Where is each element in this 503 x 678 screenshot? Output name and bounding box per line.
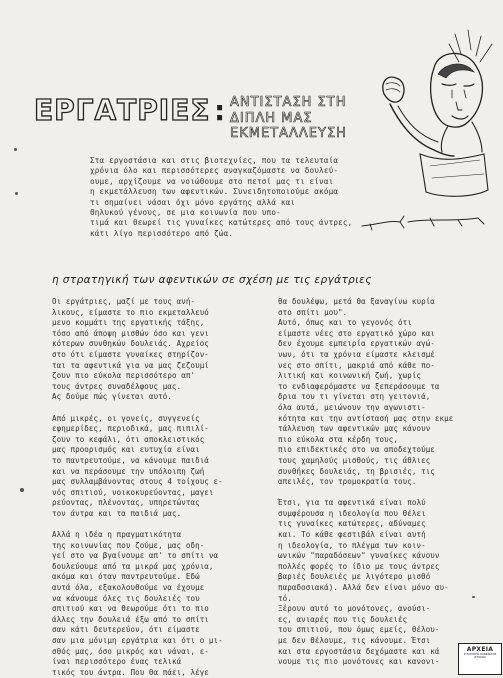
- stamp-line-1: ΣΥΓΧΡΟΝΗΣ ΚΟΙΝΩΝΙΚΗΣ: [463, 653, 497, 656]
- scan-speck: [20, 488, 24, 492]
- title-colon: :: [214, 94, 226, 127]
- stamp-name: ΑΡΧΕΙΑ: [466, 646, 494, 653]
- article-title: [34, 94, 394, 141]
- body-column-right: θα δουλέψω, μετά θα ξαναγίνω κυρία στο σπίτι μου". Αυτό, όπως και το γεγονός ότι είμαστε νέες στο εργατικό χώρο και δεν έχουμε εμπειρία εργατικών αγώ- νων, ότι τα χρόνια είμαστε κλεισμέ νες στο σπίτι, μακριά από κάθε πο- λιτική και κοινωνική ζωή, χωρίς το ενδιαφερόμαστε να ξεπεράσουμε τα δρια του τι γίνεται στη γειτονιά, όλα αυτά, μειώνουν την αγωνιστι- κότητα και την αντίστασή μας στην εκμε τάλλευση των αφεντικών μας κάνουν πιο εύκολα στα κέρδη τους, πιο επιδεκτικές στο να αποδεχτούμε τους χαμηλούς μισθούς, τις άθλιες συνθήκες δουλειάς, τη βρισιές, τις απειλές, τον τρομοκρατία τους. Έτσι, για τα αφεντικά είναι πολύ συμφέρουσα η ιδεολογία που θέλει τις γυναίκες κατώτερες, αδύναμες και. Το κάθε φεστιβάλ είναι αυτή η ιδεολογία, το πλέγμα των κοιν- ωνικών "παραδόσεων" γυναίκες κάνουν πολλές φορές το ίδιο με τους άντρες βαριές δουλειές με λιγότερο μισθό παραδοσιακά). Αλλά δεν είναι μόνο αυ- τό. Ξέρουν αυτό το μονότονες, ανούσι- ες, ανιαρές που τις δουλειές του σπιτιού, που όμως εμείς, θέλου- με δεν θέλουμε, τις κάνουμε. Έτσι και στα εργοστάσια δεχόμαστε και κά νουμε τις πιο μονότονες και κανονι-: [278, 297, 454, 667]
- section-subtitle: η στρατηγική των αφεντικών σε σχέση με τις εργάτριες: [52, 274, 372, 286]
- title-main: ΕΡΓΑΤΡΙΕΣ: [34, 94, 211, 127]
- archive-stamp: [458, 643, 502, 675]
- scan-speck: [15, 192, 18, 195]
- stamp-line-2: ΙΣΤΟΡΙΑΣ: [474, 656, 486, 659]
- title-line-2: ΔΙΠΛΗ ΜΑΣ ΕΚΜΕΤΑΛΛΕΥΣΗ: [230, 111, 347, 141]
- scan-speck: [14, 148, 17, 151]
- intro-paragraph: Στα εργοστάσια και στις βιοτεχνίες, που τα τελευταία χρόνια όλο και περισσότερες αναγκαζόμαστε να δουλεύ- ουμε, αρχίζουμε να νοιώθουμε στο πετσί μας τι είναι η εκμετάλλευση των αφεντικών. Συνειδητοποιούμε ακόμα τι σημαίνει νάσαι όχι μόνο εργάτης αλλά και Θηλυκού γένους, σε μια κοινωνία που υπο- τιμά και θεωρεί τις γυναίκες κατώτερες από τους άντρες, κάτι λίγο περισσότερο από ζώα.: [90, 156, 353, 238]
- body-column-left: Οι εργάτριες, μαζί με τους ανή- λικους, είμαστε το πιο εκμεταλλευό μενο κομμάτι της εργατικής τάξης, τόσο από άποψη μισθών όσο και γενι κότερων συνθηκών δουλειάς. Αχρείος στο ότι είμαστε γυναίκες στηρίζον- ται τα αφεντικά για να μας ζεζουμί ζουν πιο εύκολα περισσότερο απ' τους άντρες συναδέλφους μας. Ας δούμε πώς γίνεται αυτό. Από μικρές, οι γονείς, συγγενείς εφημερίδες, περιοδικά, μας πιπιλί- ζουν το κεφάλι, ότι αποκλειστικός μας προορισμός και ευτυχία είναι το παντρευτούμε, να κάνουμε παιδιά και να περάσουμε την υπόλοιπη ζωή μας συλλαμβάνοντας στους 4 τοίχους ε- νός σπιτιού, νοικοκυρεύοντας, μαγει ρεύοντας, πλένοντας, υπηρετώντας τον άντρα και τα παιδιά μας. Αλλά η ιδέα η πραγματικότητα της κοινωνίας που ζούμε, μας οδη- γεί στο να βγαίνουμε απ' το σπίτι να δουλεύουμε από τα μικρά μας χρόνια, ακόμα και όταν παντρευτούμε. Εδώ αυτά όλα, εξακολουθούμε να έχουμε να κάνουμε όλες τις δουλειές του σπιτιού και να θεωρούμε ότι το πιο άλλες την δουλειά έξω από το σπίτι σαν κάτι δευτερεύον, ότι είμαστε σαν μια μόνιμη εργάτρια και ότι ο μι- σθός μας, όσο μικρός και νάναι, ε- ίναι περισσότερο ένας τελικά τικός του άντρα. Που θα πάει, λέγε: [52, 297, 223, 677]
- title-line-1: ΑΝΤΙΣΤΑΣΗ ΣΤΗ: [230, 95, 347, 110]
